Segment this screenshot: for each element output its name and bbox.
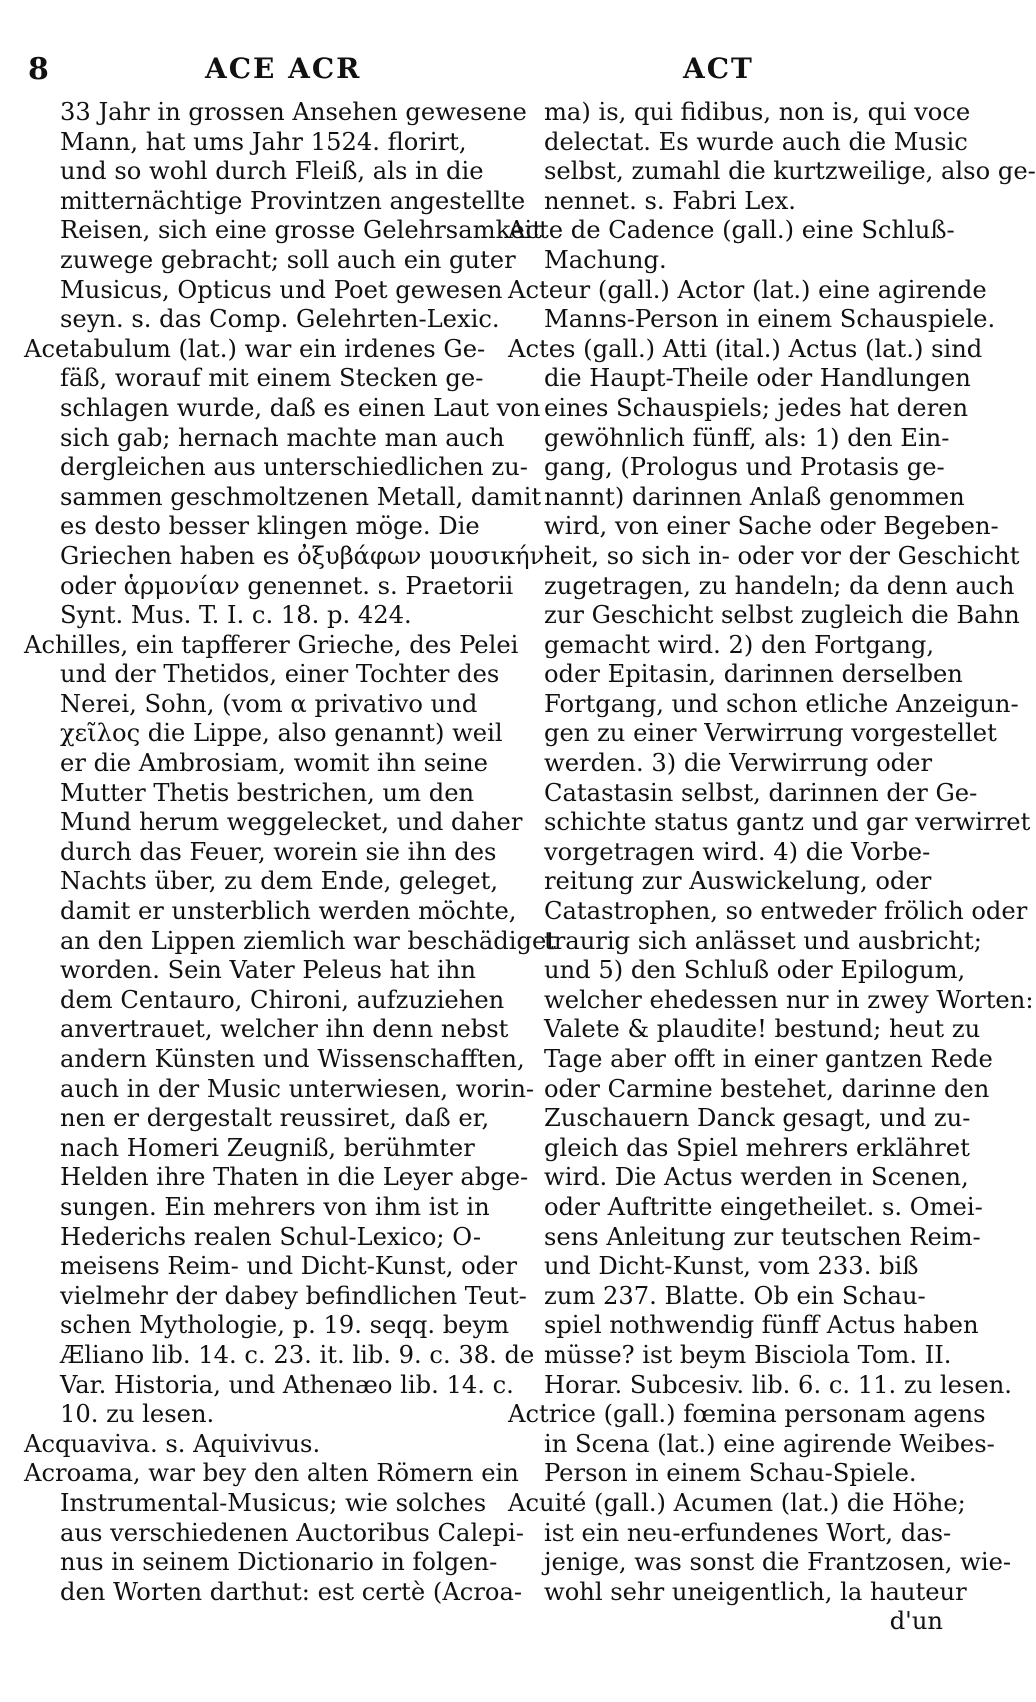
text-line: nen er dergestalt reussiret, daß er, — [60, 1104, 490, 1133]
text-line: in Scena (lat.) eine agirende Weibes- — [544, 1429, 995, 1458]
text-line: schichte status gantz und gar verwirret — [544, 808, 1031, 837]
text-line: heit, so sich in- oder vor der Geschicht — [544, 541, 1020, 570]
text-line: selbst, zumahl die kurtzweilige, also ge- — [544, 157, 1036, 186]
text-line: oder Auftritte eingetheilet. s. Omei- — [544, 1192, 983, 1221]
text-line: Actrice (gall.) fœmina personam agens — [508, 1400, 986, 1429]
text-line: worden. Sein Vater Peleus hat ihn — [60, 956, 476, 985]
text-line: die Haupt-Theile oder Handlungen — [544, 364, 971, 393]
text-line: delectat. Es wurde auch die Music — [544, 127, 968, 156]
text-line: vorgetragen wird. 4) die Vorbe- — [544, 837, 931, 866]
text-line: es desto besser klingen möge. Die — [60, 512, 480, 541]
text-line: Mann, hat ums Jahr 1524. florirt, — [60, 127, 467, 156]
running-head-right: ACT — [683, 52, 754, 85]
text-line: anvertrauet, welcher ihn denn nebst — [60, 1015, 509, 1044]
text-line: Acetabulum (lat.) war ein irdenes Ge- — [24, 334, 486, 363]
text-line: sens Anleitung zur teutschen Reim- — [544, 1222, 981, 1251]
text-line: wohl sehr uneigentlich, la hauteur — [544, 1577, 967, 1606]
text-line: Catastasin selbst, darinnen der Ge- — [544, 778, 978, 807]
text-line: Mutter Thetis bestrichen, um den — [60, 778, 475, 807]
text-line: damit er unsterblich werden möchte, — [60, 897, 517, 926]
text-line: nach Homeri Zeugniß, berühmter — [60, 1133, 475, 1162]
text-line: dem Centauro, Chironi, aufzuziehen — [60, 985, 505, 1014]
text-line: seyn. s. das Comp. Gelehrten-Lexic. — [60, 305, 500, 334]
right-column — [508, 98, 1036, 1637]
text-line: mitternächtige Provintzen angestellte — [60, 186, 526, 215]
text-line: reitung zur Auswickelung, oder — [544, 867, 932, 896]
text-line: Helden ihre Thaten in die Leyer abge- — [60, 1163, 529, 1192]
text-line: ist ein neu-erfundenes Wort, das- — [544, 1518, 952, 1547]
text-line: 33 Jahr in grossen Ansehen gewesene — [60, 98, 527, 126]
text-line: ma) is, qui fidibus, non is, qui voce — [544, 98, 971, 126]
text-line: gang, (Prologus und Protasis ge- — [544, 453, 945, 482]
text-line: und so wohl durch Fleiß, als in die — [60, 157, 484, 186]
text-line: schlagen wurde, daß es einen Laut von — [60, 393, 541, 422]
text-line: Musicus, Opticus und Poet gewesen — [60, 275, 503, 304]
text-line: Acteur (gall.) Actor (lat.) eine agirende — [508, 275, 987, 304]
text-line: meisens Reim- und Dicht-Kunst, oder — [60, 1252, 518, 1281]
text-line: nannt) darinnen Anlaß genommen — [544, 482, 965, 511]
text-line: 10. zu lesen. — [60, 1400, 215, 1429]
text-line: jenige, was sonst die Frantzosen, wie- — [544, 1548, 1012, 1577]
text-line: Achilles, ein tapfferer Grieche, des Pelei — [24, 630, 519, 659]
text-line: Actes (gall.) Atti (ital.) Actus (lat.) sind — [508, 334, 983, 363]
text-line: eines Schauspiels; jedes hat deren — [544, 393, 969, 422]
text-line: müsse? ist beym Bisciola Tom. II. — [544, 1340, 952, 1369]
text-line: Æliano lib. 14. c. 23. it. lib. 9. c. 38. de — [60, 1340, 535, 1369]
text-line: und 5) den Schluß oder Epilogum, — [544, 956, 966, 985]
text-line: Nerei, Sohn, (vom α privativo und — [60, 689, 478, 718]
text-line: er die Ambrosiam, womit ihn seine — [60, 749, 488, 778]
text-line: Acte de Cadence (gall.) eine Schluß- — [508, 216, 955, 245]
page-header — [0, 52, 1000, 92]
text-line: sungen. Ein mehrers von ihm ist in — [60, 1192, 490, 1221]
text-line: Fortgang, und schon etliche Anzeigun- — [544, 689, 1019, 718]
text-line: zur Geschicht selbst zugleich die Bahn — [544, 601, 1020, 630]
text-line: Horar. Subcesiv. lib. 6. c. 11. zu lesen. — [544, 1370, 1012, 1399]
text-line: Tage aber offt in einer gantzen Rede — [544, 1045, 993, 1073]
text-line: sammen geschmoltzenen Metall, damit — [60, 482, 542, 511]
text-line: gemacht wird. 2) den Fortgang, — [544, 630, 935, 659]
text-line: Acuité (gall.) Acumen (lat.) die Höhe; — [508, 1488, 966, 1517]
text-line: nus in seinem Dictionario in folgen- — [60, 1548, 498, 1577]
text-line: und Dicht-Kunst, vom 233. biß — [544, 1252, 919, 1281]
text-line: Acquaviva. s. Aquivivus. — [24, 1429, 321, 1458]
text-line: traurig sich anlässet und ausbricht; — [544, 926, 982, 955]
text-line: gen zu einer Verwirrung vorgestellet — [544, 719, 997, 748]
text-line: Person in einem Schau-Spiele. — [544, 1459, 917, 1488]
text-line: d'un — [889, 1607, 943, 1636]
left-column — [24, 98, 556, 1607]
text-line: oder Epitasin, darinnen derselben — [544, 660, 963, 689]
text-line: Mund herum weggelecket, und daher — [60, 808, 523, 837]
text-line: andern Künsten und Wissenschafften, — [60, 1045, 525, 1073]
text-line: Synt. Mus. T. I. c. 18. p. 424. — [60, 601, 412, 630]
text-line: gleich das Spiel mehrers erklähret — [544, 1133, 970, 1162]
text-line: Var. Historia, und Athenæo lib. 14. c. — [60, 1370, 514, 1399]
running-head-left: ACE ACR — [205, 52, 362, 85]
text-line: dergleichen aus unterschiedlichen zu- — [60, 453, 528, 482]
text-line: und der Thetidos, einer Tochter des — [60, 660, 500, 689]
text-line: Zuschauern Danck gesagt, und zu- — [544, 1104, 971, 1133]
text-line: Hederichs realen Schul-Lexico; O- — [60, 1222, 482, 1251]
text-line: durch das Feuer, worein sie ihn des — [60, 837, 497, 866]
text-line: fäß, worauf mit einem Stecken ge- — [60, 364, 484, 393]
text-line: sich gab; hernach machte man auch — [60, 423, 505, 452]
text-line: Griechen haben es ὀξυβάφων μουσικήν — [60, 541, 545, 570]
text-line: Valete & plaudite! bestund; heut zu — [544, 1015, 981, 1044]
text-line: spiel nothwendig fünff Actus haben — [544, 1311, 979, 1340]
text-line: Machung. — [544, 245, 667, 274]
text-line: Acroama, war bey den alten Römern ein — [24, 1459, 519, 1488]
text-line: zuwege gebracht; soll auch ein guter — [60, 245, 516, 274]
page-number: 8 — [28, 52, 49, 87]
text-line: oder Carmine bestehet, darinne den — [544, 1074, 990, 1103]
text-line: wird, von einer Sache oder Begeben- — [544, 512, 999, 541]
text-line: an den Lippen ziemlich war beschädiget — [60, 926, 556, 955]
text-line: oder ἁρμονίαν genennet. s. Praetorii — [60, 571, 514, 600]
text-line: Reisen, sich eine grosse Gelehrsamkeit — [60, 216, 542, 245]
text-line: schen Mythologie, p. 19. seqq. beym — [60, 1311, 510, 1340]
text-line: zum 237. Blatte. Ob ein Schau- — [544, 1281, 926, 1310]
text-line: den Worten darthut: est certè (Acroa- — [60, 1577, 523, 1606]
text-line: zugetragen, zu handeln; da denn auch — [544, 571, 1015, 600]
text-line: welcher ehedessen nur in zwey Worten: — [544, 985, 1034, 1014]
text-line: werden. 3) die Verwirrung oder — [544, 749, 933, 778]
text-line: auch in der Music unterwiesen, worin- — [60, 1074, 535, 1103]
text-line: Nachts über, zu dem Ende, geleget, — [60, 867, 499, 896]
text-line: wird. Die Actus werden in Scenen, — [544, 1163, 969, 1192]
text-line: aus verschiedenen Auctoribus Calepi- — [60, 1518, 524, 1547]
text-line: Catastrophen, so entweder frölich oder — [544, 897, 1028, 926]
text-line: nennet. s. Fabri Lex. — [544, 186, 796, 215]
text-line: Instrumental-Musicus; wie solches — [60, 1488, 487, 1517]
text-line: Manns-Person in einem Schauspiele. — [544, 305, 996, 334]
text-line: χεῖλος die Lippe, also genannt) weil — [60, 719, 503, 748]
text-line: vielmehr der dabey befindlichen Teut- — [60, 1281, 527, 1310]
text-line: gewöhnlich fünff, als: 1) den Ein- — [544, 423, 950, 452]
